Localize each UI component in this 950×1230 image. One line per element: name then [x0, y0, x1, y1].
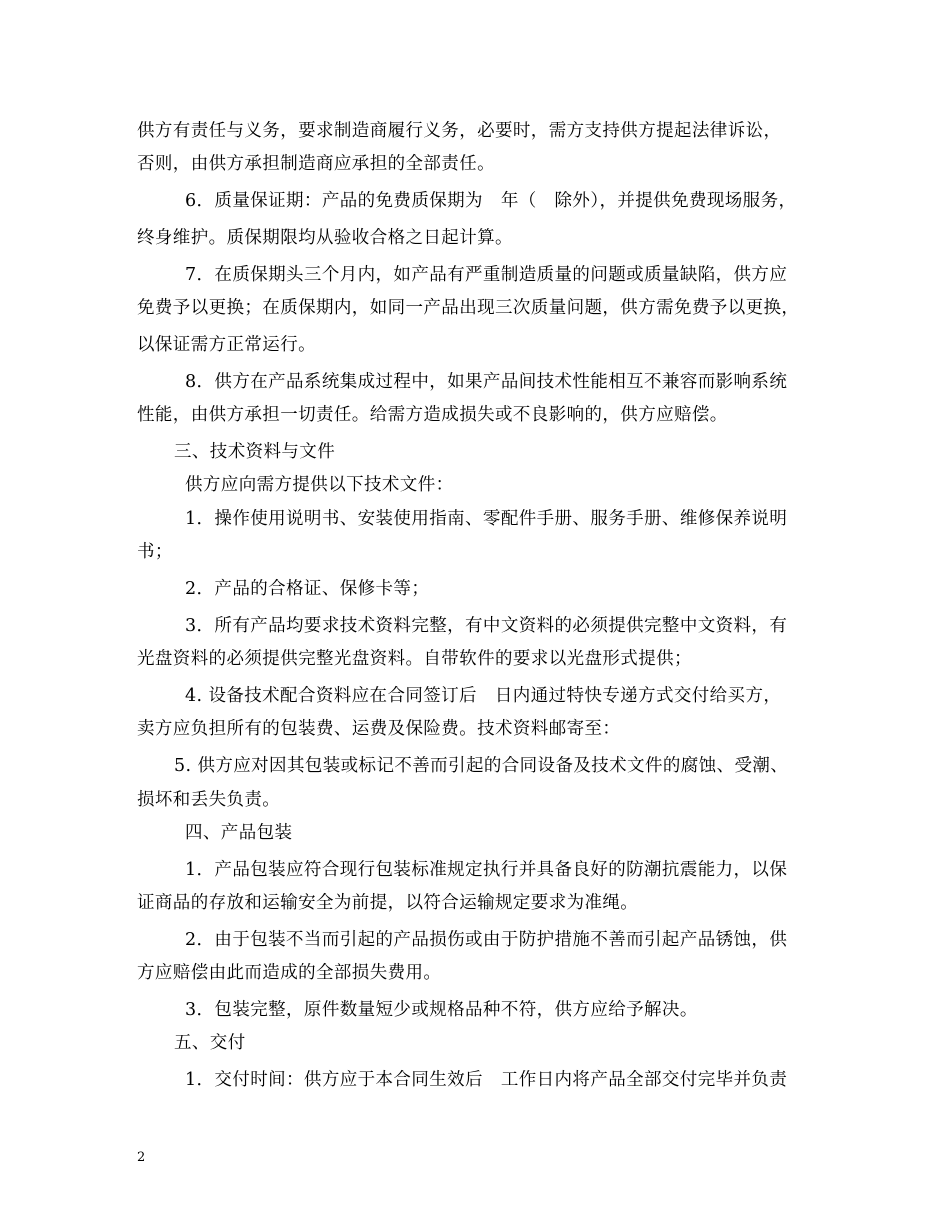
text-line: 方应赔偿由此而造成的全部损失费用。: [137, 963, 442, 983]
text-line: 7．在质保期头三个月内，如产品有严重制造质量的问题或质量缺陷，供方应: [185, 265, 788, 285]
section-heading: 五、交付: [174, 1033, 246, 1053]
text-line: 书；: [137, 542, 173, 562]
text-line: 5. 供方应对因其包装或标记不善而引起的合同设备及技术文件的腐蚀、受潮、: [174, 756, 789, 776]
text-line: 终身维护。质保期限均从验收合格之日起计算。: [137, 228, 513, 248]
text-line: 供方应向需方提供以下技术文件：: [185, 475, 454, 495]
text-line: 免费予以更换；在质保期内，如同一产品出现三次质量问题，供方需免费予以更换，: [137, 298, 800, 318]
text-line: 3．包装完整，原件数量短少或规格品种不符，供方应给予解决。: [185, 1000, 698, 1020]
text-line: 1．产品包装应符合现行包装标准规定执行并具备良好的防潮抗震能力，以保: [185, 860, 788, 880]
text-line: 性能，由供方承担一切责任。给需方造成损失或不良影响的，供方应赔偿。: [137, 405, 728, 425]
text-line: 卖方应负担所有的包装费、运费及保险费。技术资料邮寄至：: [137, 719, 621, 739]
text-line: 损坏和丢失负责。: [137, 790, 281, 810]
text-line: 供方有责任与义务，要求制造商履行义务，必要时，需方支持供方提起法律诉讼，: [137, 121, 782, 141]
section-heading: 四、产品包装: [185, 823, 293, 843]
text-line: 1．操作使用说明书、安装使用指南、零配件手册、服务手册、维修保养说明: [185, 509, 788, 529]
text-line: 1．交付时间：供方应于本合同生效后 工作日内将产品全部交付完毕并负责: [185, 1070, 788, 1090]
text-line: 4. 设备技术配合资料应在合同签订后 日内通过特快专递方式交付给买方，: [185, 686, 782, 706]
text-line: 2．由于包装不当而引起的产品损伤或由于防护措施不善而引起产品锈蚀，供: [185, 930, 788, 950]
text-line: 以保证需方正常运行。: [137, 335, 316, 355]
text-line: 2．产品的合格证、保修卡等；: [185, 579, 430, 599]
text-line: 证商品的存放和运输安全为前提，以符合运输规定要求为准绳。: [137, 893, 639, 913]
page-number: 2: [137, 1150, 146, 1165]
text-line: 否则，由供方承担制造商应承担的全部责任。: [137, 154, 495, 174]
text-line: 6．质量保证期：产品的免费质保期为 年（ 除外），并提供免费现场服务，: [185, 191, 797, 211]
section-heading: 三、技术资料与文件: [174, 442, 336, 462]
text-line: 8．供方在产品系统集成过程中，如果产品间技术性能相互不兼容而影响系统: [185, 372, 788, 392]
text-line: 3．所有产品均要求技术资料完整，有中文资料的必须提供完整中文资料，有: [185, 616, 788, 636]
text-line: 光盘资料的必须提供完整光盘资料。自带软件的要求以光盘形式提供；: [137, 649, 692, 669]
